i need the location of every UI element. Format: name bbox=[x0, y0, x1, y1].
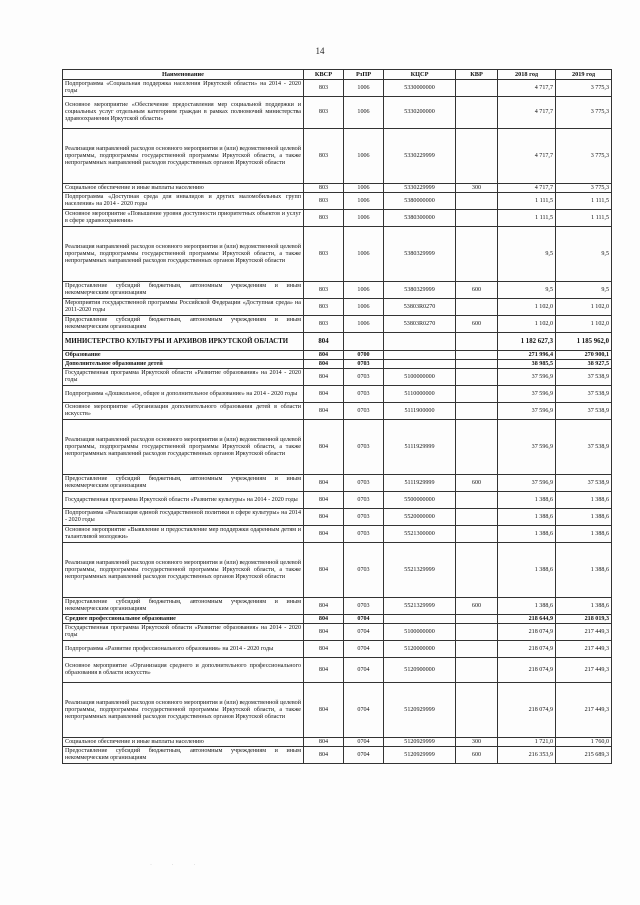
cell-name: Предоставление субсидий бюджетным, автономным учреждениям и иным некоммерческим организациям bbox=[63, 282, 304, 299]
cell-2018: 38 985,5 bbox=[498, 360, 556, 369]
cell-kvr bbox=[456, 299, 498, 316]
cell-name: Мероприятия государственной программы Российской Федерации «Доступная среда» на 2011-2020 годы bbox=[63, 299, 304, 316]
cell-kvsr: 803 bbox=[304, 129, 344, 184]
cell-2019: 1 388,6 bbox=[556, 543, 612, 598]
cell-2019: 217 449,3 bbox=[556, 683, 612, 738]
cell-kcsr: 5100000000 bbox=[384, 624, 456, 641]
cell-rzpr: 1006 bbox=[344, 80, 384, 97]
table-row bbox=[63, 369, 612, 386]
table-row bbox=[63, 509, 612, 526]
cell-rzpr: 0704 bbox=[344, 658, 384, 683]
cell-2018: 1 388,6 bbox=[498, 543, 556, 598]
cell-name: Основное мероприятие «Выявление и предоставление мер поддержки одаренным детям и талантливой молодежи» bbox=[63, 526, 304, 543]
cell-kvsr: 804 bbox=[304, 543, 344, 598]
cell-rzpr: 0704 bbox=[344, 738, 384, 747]
cell-2019: 217 449,3 bbox=[556, 658, 612, 683]
cell-2019: 1 185 962,0 bbox=[556, 333, 612, 351]
cell-kcsr bbox=[384, 615, 456, 624]
cell-2019: 9,5 bbox=[556, 282, 612, 299]
cell-2019: 1 102,0 bbox=[556, 316, 612, 333]
cell-name: Подпрограмма «Реализация единой государственной политики в сфере культуры» на 2014 - 2020 годы bbox=[63, 509, 304, 526]
cell-kvsr: 803 bbox=[304, 299, 344, 316]
cell-2019: 37 538,9 bbox=[556, 369, 612, 386]
cell-name: Основное мероприятие «Организация дополнительного образования детей в области искусств» bbox=[63, 403, 304, 420]
cell-name: Социальное обеспечение и иные выплаты населению bbox=[63, 738, 304, 747]
cell-kvr bbox=[456, 80, 498, 97]
cell-kvsr: 804 bbox=[304, 641, 344, 658]
cell-kvr bbox=[456, 333, 498, 351]
cell-rzpr: 0704 bbox=[344, 615, 384, 624]
cell-name: Предоставление субсидий бюджетным, автономным учреждениям и иным некоммерческим организациям bbox=[63, 475, 304, 492]
cell-2019: 3 775,3 bbox=[556, 184, 612, 193]
cell-kcsr: 5120900000 bbox=[384, 658, 456, 683]
cell-kcsr: 5380300000 bbox=[384, 210, 456, 227]
cell-2018: 9,5 bbox=[498, 227, 556, 282]
cell-rzpr: 1006 bbox=[344, 97, 384, 129]
cell-2018: 1 102,0 bbox=[498, 299, 556, 316]
cell-2018: 4 717,7 bbox=[498, 97, 556, 129]
cell-kcsr: 5111929999 bbox=[384, 475, 456, 492]
cell-2019: 217 449,3 bbox=[556, 624, 612, 641]
cell-kcsr bbox=[384, 351, 456, 360]
cell-2018: 37 596,9 bbox=[498, 475, 556, 492]
cell-2019: 1 111,5 bbox=[556, 210, 612, 227]
cell-rzpr: 0703 bbox=[344, 420, 384, 475]
cell-kvr bbox=[456, 492, 498, 509]
cell-kcsr: 5380329999 bbox=[384, 282, 456, 299]
cell-2019: 37 538,9 bbox=[556, 475, 612, 492]
cell-kvsr: 803 bbox=[304, 282, 344, 299]
table-row bbox=[63, 615, 612, 624]
cell-name: Реализация направлений расходов основного мероприятия и (или) ведомственной целевой программы, подпрограммы государственной программы Иркутской области, а также непрограммных направлений расходов государственных органов Иркутской области bbox=[63, 683, 304, 738]
page-number: 14 bbox=[315, 46, 325, 56]
table-row bbox=[63, 658, 612, 683]
cell-2018: 9,5 bbox=[498, 282, 556, 299]
cell-kcsr: 5520000000 bbox=[384, 509, 456, 526]
cell-kvr: 300 bbox=[456, 184, 498, 193]
table-row bbox=[63, 543, 612, 598]
cell-kvsr: 804 bbox=[304, 509, 344, 526]
cell-name: Основное мероприятие «Обеспечение предоставления мер социальной поддержки и социальных услуг отдельным категориям граждан в рамках полномочий министерства здравоохранения Иркутской области» bbox=[63, 97, 304, 129]
cell-2018: 37 596,9 bbox=[498, 386, 556, 403]
cell-kvr: 600 bbox=[456, 475, 498, 492]
cell-name: Основное мероприятие «Организация среднего и дополнительного профессионального образования в области искусств» bbox=[63, 658, 304, 683]
table-row bbox=[63, 97, 612, 129]
cell-rzpr bbox=[344, 333, 384, 351]
table-row bbox=[63, 683, 612, 738]
table-row bbox=[63, 475, 612, 492]
cell-rzpr: 1006 bbox=[344, 282, 384, 299]
cell-rzpr: 0703 bbox=[344, 509, 384, 526]
header-2018: 2018 год bbox=[498, 70, 556, 80]
cell-kvr bbox=[456, 641, 498, 658]
cell-2018: 218 074,9 bbox=[498, 683, 556, 738]
cell-rzpr: 0703 bbox=[344, 475, 384, 492]
cell-2018: 218 644,9 bbox=[498, 615, 556, 624]
cell-kvsr: 804 bbox=[304, 526, 344, 543]
cell-kcsr: 5330229999 bbox=[384, 184, 456, 193]
cell-kvsr: 804 bbox=[304, 420, 344, 475]
cell-kvr bbox=[456, 509, 498, 526]
cell-name: Государственная программа Иркутской области «Развитие образования» на 2014 - 2020 годы bbox=[63, 624, 304, 641]
cell-kvr bbox=[456, 360, 498, 369]
cell-kvr bbox=[456, 543, 498, 598]
cell-kcsr: 53803R0270 bbox=[384, 316, 456, 333]
cell-2018: 216 353,9 bbox=[498, 747, 556, 764]
cell-kvsr: 804 bbox=[304, 475, 344, 492]
cell-2018: 4 717,7 bbox=[498, 80, 556, 97]
cell-name: Реализация направлений расходов основного мероприятия и (или) ведомственной целевой программы, подпрограммы государственной программы Иркутской области, а также непрограммных направлений расходов государственных органов Иркутской области bbox=[63, 543, 304, 598]
cell-kvsr: 803 bbox=[304, 210, 344, 227]
cell-kvsr: 804 bbox=[304, 738, 344, 747]
cell-2018: 1 721,0 bbox=[498, 738, 556, 747]
cell-2019: 3 775,3 bbox=[556, 129, 612, 184]
cell-kvsr: 804 bbox=[304, 333, 344, 351]
table-row bbox=[63, 386, 612, 403]
cell-kvr bbox=[456, 683, 498, 738]
cell-name: Подпрограмма «Развитие профессионального образования» на 2014 - 2020 годы bbox=[63, 641, 304, 658]
cell-kvsr: 804 bbox=[304, 351, 344, 360]
cell-2018: 1 388,6 bbox=[498, 598, 556, 615]
cell-name: Подпрограмма «Дошкольное, общее и дополнительное образование» на 2014 - 2020 годы bbox=[63, 386, 304, 403]
cell-kvr bbox=[456, 227, 498, 282]
cell-kvr: 300 bbox=[456, 738, 498, 747]
cell-name: Дополнительное образование детей bbox=[63, 360, 304, 369]
cell-kvr bbox=[456, 386, 498, 403]
table-row bbox=[63, 598, 612, 615]
cell-kvr: 600 bbox=[456, 316, 498, 333]
cell-kvr: 600 bbox=[456, 747, 498, 764]
cell-2019: 218 019,3 bbox=[556, 615, 612, 624]
cell-kvr bbox=[456, 193, 498, 210]
cell-2018: 1 388,6 bbox=[498, 509, 556, 526]
cell-2019: 3 775,3 bbox=[556, 97, 612, 129]
cell-2019: 9,5 bbox=[556, 227, 612, 282]
cell-rzpr: 1006 bbox=[344, 210, 384, 227]
cell-2018: 37 596,9 bbox=[498, 369, 556, 386]
cell-name: Реализация направлений расходов основного мероприятия и (или) ведомственной целевой программы, подпрограммы государственной программы Иркутской области, а также непрограммных направлений расходов государственных органов Иркутской области bbox=[63, 420, 304, 475]
cell-2019: 38 927,5 bbox=[556, 360, 612, 369]
cell-kcsr: 5380329999 bbox=[384, 227, 456, 282]
cell-kvr bbox=[456, 624, 498, 641]
cell-kcsr: 5111929999 bbox=[384, 420, 456, 475]
cell-rzpr: 0703 bbox=[344, 403, 384, 420]
cell-kvr bbox=[456, 129, 498, 184]
table-row bbox=[63, 210, 612, 227]
table-row bbox=[63, 333, 612, 351]
table-row bbox=[63, 351, 612, 360]
cell-name: МИНИСТЕРСТВО КУЛЬТУРЫ И АРХИВОВ ИРКУТСКОЙ ОБЛАСТИ bbox=[63, 333, 304, 351]
cell-kcsr: 5521329999 bbox=[384, 598, 456, 615]
table-header-row bbox=[63, 70, 612, 80]
cell-2018: 218 074,9 bbox=[498, 658, 556, 683]
cell-2019: 37 538,9 bbox=[556, 420, 612, 475]
cell-kvsr: 803 bbox=[304, 184, 344, 193]
cell-rzpr: 0704 bbox=[344, 624, 384, 641]
cell-2019: 37 538,9 bbox=[556, 403, 612, 420]
table-row bbox=[63, 193, 612, 210]
cell-kvsr: 803 bbox=[304, 316, 344, 333]
cell-kcsr: 5100000000 bbox=[384, 369, 456, 386]
cell-name: Предоставление субсидий бюджетным, автономным учреждениям и иным некоммерческим организациям bbox=[63, 747, 304, 764]
header-name: Наименование bbox=[63, 70, 304, 80]
header-kvsr: КВСР bbox=[304, 70, 344, 80]
cell-rzpr: 1006 bbox=[344, 316, 384, 333]
cell-kvsr: 803 bbox=[304, 97, 344, 129]
header-kcsr: КЦСР bbox=[384, 70, 456, 80]
table-row bbox=[63, 282, 612, 299]
cell-name: Предоставление субсидий бюджетным, автономным учреждениям и иным некоммерческим организациям bbox=[63, 598, 304, 615]
cell-kvsr: 804 bbox=[304, 403, 344, 420]
cell-kvr: 600 bbox=[456, 282, 498, 299]
cell-kvsr: 804 bbox=[304, 492, 344, 509]
cell-name: Предоставление субсидий бюджетным, автономным учреждениям и иным некоммерческим организациям bbox=[63, 316, 304, 333]
cell-kvr bbox=[456, 403, 498, 420]
cell-kcsr: 5330000000 bbox=[384, 80, 456, 97]
cell-kvr: 600 bbox=[456, 598, 498, 615]
cell-rzpr: 0704 bbox=[344, 641, 384, 658]
cell-kcsr: 53803R0270 bbox=[384, 299, 456, 316]
table-body bbox=[63, 80, 612, 764]
cell-name: Основное мероприятие «Повышение уровня доступности приоритетных объектов и услуг в сфере здравоохранения» bbox=[63, 210, 304, 227]
cell-kvsr: 803 bbox=[304, 80, 344, 97]
cell-kcsr: 5521329999 bbox=[384, 543, 456, 598]
table-row bbox=[63, 747, 612, 764]
cell-2018: 37 596,9 bbox=[498, 403, 556, 420]
table-row bbox=[63, 403, 612, 420]
cell-kcsr: 5330200000 bbox=[384, 97, 456, 129]
cell-2018: 1 388,6 bbox=[498, 526, 556, 543]
table-row bbox=[63, 316, 612, 333]
cell-2019: 1 388,6 bbox=[556, 526, 612, 543]
cell-name: Государственная программа Иркутской области «Развитие образования» на 2014 - 2020 годы bbox=[63, 369, 304, 386]
cell-rzpr: 0703 bbox=[344, 543, 384, 598]
cell-kvsr: 804 bbox=[304, 369, 344, 386]
table-row bbox=[63, 299, 612, 316]
cell-2018: 271 996,4 bbox=[498, 351, 556, 360]
cell-name: Реализация направлений расходов основного мероприятия и (или) ведомственной целевой программы, подпрограммы государственной программы Иркутской области, а также непрограммных направлений расходов государственных органов Иркутской области bbox=[63, 227, 304, 282]
cell-2018: 1 111,5 bbox=[498, 210, 556, 227]
cell-kvr bbox=[456, 351, 498, 360]
cell-rzpr: 0703 bbox=[344, 386, 384, 403]
cell-kvr bbox=[456, 658, 498, 683]
cell-kcsr bbox=[384, 333, 456, 351]
cell-2019: 1 111,5 bbox=[556, 193, 612, 210]
cell-2019: 1 388,6 bbox=[556, 509, 612, 526]
table-row bbox=[63, 80, 612, 97]
cell-kcsr bbox=[384, 360, 456, 369]
cell-kvr bbox=[456, 97, 498, 129]
table-row bbox=[63, 420, 612, 475]
cell-kcsr: 5380000000 bbox=[384, 193, 456, 210]
cell-kvsr: 804 bbox=[304, 658, 344, 683]
cell-kvr bbox=[456, 420, 498, 475]
cell-2018: 218 074,9 bbox=[498, 641, 556, 658]
cell-2019: 37 538,9 bbox=[556, 386, 612, 403]
cell-rzpr: 1006 bbox=[344, 193, 384, 210]
cell-rzpr: 0703 bbox=[344, 526, 384, 543]
cell-2018: 1 102,0 bbox=[498, 316, 556, 333]
cell-2019: 1 102,0 bbox=[556, 299, 612, 316]
cell-2019: 270 900,1 bbox=[556, 351, 612, 360]
cell-rzpr: 1006 bbox=[344, 184, 384, 193]
cell-kcsr: 5111900000 bbox=[384, 403, 456, 420]
cell-kvr bbox=[456, 369, 498, 386]
table-row bbox=[63, 526, 612, 543]
cell-2018: 218 074,9 bbox=[498, 624, 556, 641]
cell-kvr bbox=[456, 210, 498, 227]
cell-kcsr: 5110000000 bbox=[384, 386, 456, 403]
cell-kcsr: 5120000000 bbox=[384, 641, 456, 658]
cell-rzpr: 0703 bbox=[344, 492, 384, 509]
cell-kcsr: 5330229999 bbox=[384, 129, 456, 184]
cell-rzpr: 1006 bbox=[344, 227, 384, 282]
cell-name: Образование bbox=[63, 351, 304, 360]
cell-name: Государственная программа Иркутской области «Развитие культуры» на 2014 - 2020 годы bbox=[63, 492, 304, 509]
cell-2018: 4 717,7 bbox=[498, 184, 556, 193]
cell-kcsr: 5120929999 bbox=[384, 747, 456, 764]
cell-2018: 37 596,9 bbox=[498, 420, 556, 475]
cell-name: Подпрограмма «Доступная среда для инвалидов и других маломобильных групп населения» на 2014 - 2020 годы bbox=[63, 193, 304, 210]
table-row bbox=[63, 738, 612, 747]
scan-specks: · · · bbox=[150, 862, 205, 868]
cell-2019: 1 760,0 bbox=[556, 738, 612, 747]
budget-table bbox=[62, 69, 612, 764]
cell-kvsr: 804 bbox=[304, 360, 344, 369]
cell-kcsr: 5521300000 bbox=[384, 526, 456, 543]
header-kvr: КВР bbox=[456, 70, 498, 80]
cell-kvsr: 804 bbox=[304, 624, 344, 641]
cell-2018: 4 717,7 bbox=[498, 129, 556, 184]
cell-kvsr: 804 bbox=[304, 747, 344, 764]
table-row bbox=[63, 227, 612, 282]
cell-kvr bbox=[456, 526, 498, 543]
table-row bbox=[63, 624, 612, 641]
cell-kvsr: 803 bbox=[304, 193, 344, 210]
table-row bbox=[63, 184, 612, 193]
cell-2019: 3 775,3 bbox=[556, 80, 612, 97]
cell-kcsr: 5120929999 bbox=[384, 738, 456, 747]
cell-kvsr: 804 bbox=[304, 615, 344, 624]
cell-kcsr: 5500000000 bbox=[384, 492, 456, 509]
cell-2019: 217 449,3 bbox=[556, 641, 612, 658]
cell-kcsr: 5120929999 bbox=[384, 683, 456, 738]
cell-name: Реализация направлений расходов основного мероприятия и (или) ведомственной целевой программы, подпрограммы государственной программы Иркутской области, а также непрограммных направлений расходов государственных органов Иркутской области bbox=[63, 129, 304, 184]
cell-2019: 215 689,3 bbox=[556, 747, 612, 764]
cell-2018: 1 182 627,3 bbox=[498, 333, 556, 351]
cell-2019: 1 388,6 bbox=[556, 492, 612, 509]
cell-rzpr: 0704 bbox=[344, 747, 384, 764]
cell-rzpr: 1006 bbox=[344, 129, 384, 184]
cell-rzpr: 0703 bbox=[344, 360, 384, 369]
cell-rzpr: 0700 bbox=[344, 351, 384, 360]
cell-kvsr: 803 bbox=[304, 227, 344, 282]
header-2019: 2019 год bbox=[556, 70, 612, 80]
cell-2019: 1 388,6 bbox=[556, 598, 612, 615]
cell-rzpr: 0703 bbox=[344, 369, 384, 386]
cell-2018: 1 388,6 bbox=[498, 492, 556, 509]
table-row bbox=[63, 129, 612, 184]
cell-rzpr: 0704 bbox=[344, 683, 384, 738]
cell-name: Подпрограмма «Социальная поддержка населения Иркутской области» на 2014 - 2020 годы bbox=[63, 80, 304, 97]
cell-kvsr: 804 bbox=[304, 386, 344, 403]
table-row bbox=[63, 492, 612, 509]
cell-name: Среднее профессиональное образование bbox=[63, 615, 304, 624]
cell-kvsr: 804 bbox=[304, 683, 344, 738]
table-row bbox=[63, 641, 612, 658]
cell-kvsr: 804 bbox=[304, 598, 344, 615]
cell-kvr bbox=[456, 615, 498, 624]
cell-name: Социальное обеспечение и иные выплаты населению bbox=[63, 184, 304, 193]
cell-rzpr: 1006 bbox=[344, 299, 384, 316]
header-rzpr: РзПР bbox=[344, 70, 384, 80]
cell-rzpr: 0703 bbox=[344, 598, 384, 615]
cell-2018: 1 111,5 bbox=[498, 193, 556, 210]
table-row bbox=[63, 360, 612, 369]
